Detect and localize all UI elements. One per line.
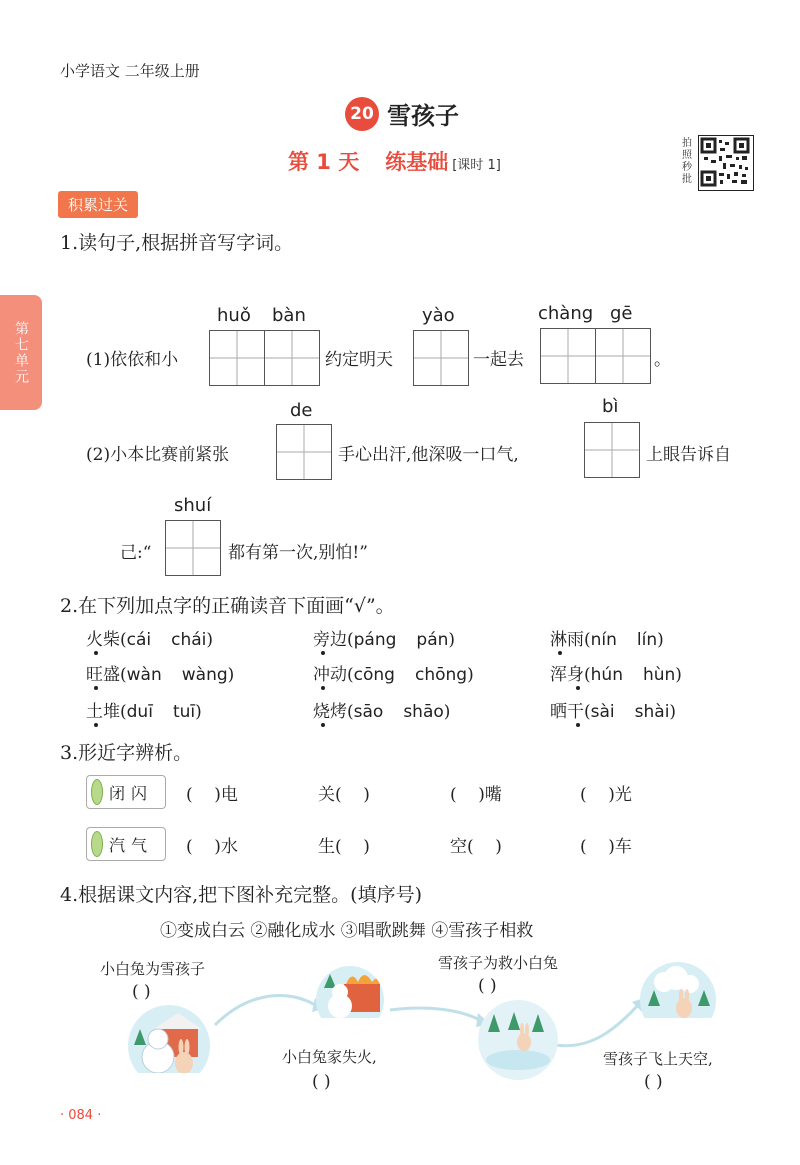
emphasis-dot [94, 686, 98, 690]
unit-side-tab-label: 第七单元 [13, 320, 29, 385]
page-number: · 084 · [60, 1108, 102, 1123]
pronunciation-item: 晒干(sài shài) [550, 702, 677, 722]
caption-3-blank[interactable]: ( ) [478, 976, 497, 996]
pinyin-ge: gē [610, 303, 633, 324]
reading-option-a[interactable]: nín [590, 630, 617, 650]
sentence-3-part-2: 都有第一次,别怕!” [228, 543, 368, 563]
question-3-title: 3.形近字辨析。 [60, 742, 193, 764]
reading-option-a[interactable]: cái [126, 630, 152, 650]
item-word: 旺盛 [86, 665, 120, 685]
caption-4: 雪孩子飞上天空, [603, 1050, 713, 1068]
item-word: 淋雨 [550, 630, 584, 650]
reading-option-b[interactable]: shāo [403, 702, 444, 722]
sentence-1-part-4: 。 [654, 350, 671, 370]
fill-blank-item[interactable]: 空( ) [450, 837, 502, 857]
pinyin-bi: bì [602, 396, 619, 417]
pinyin-yao: yào [422, 305, 455, 326]
question-4-title: 4.根据课文内容,把下图补充完整。(填序号) [60, 884, 422, 906]
char-pair-label: 闭闪 [109, 783, 154, 803]
sentence-1-part-2: 约定明天 [325, 350, 393, 370]
reading-option-a[interactable]: wàn [126, 665, 162, 685]
pronunciation-item: 淋雨(nín lín) [550, 630, 664, 650]
pinyin-huo: huǒ [217, 305, 251, 326]
pronunciation-item: 冲动(cōng chōng) [313, 665, 474, 685]
item-word: 烧烤 [313, 702, 347, 722]
reading-option-b[interactable]: hùn [642, 665, 676, 685]
item-word: 土堆 [86, 702, 120, 722]
emphasis-dot [576, 686, 580, 690]
caption-2: 小白兔家失火, [282, 1048, 377, 1066]
reading-option-b[interactable]: pán [416, 630, 449, 650]
fill-blank-item[interactable]: ( )水 [186, 837, 238, 857]
emphasis-dot [576, 723, 580, 727]
pinyin-ban: bàn [272, 305, 306, 326]
day-topic: 练基础 [385, 150, 449, 174]
book-header: 小学语文 二年级上册 [60, 62, 200, 80]
reading-option-a[interactable]: páng [353, 630, 397, 650]
writing-box-yao[interactable] [413, 330, 469, 386]
fill-blank-item[interactable]: ( )嘴 [450, 785, 502, 805]
sentence-2-part-3: 上眼告诉自 [646, 445, 731, 465]
item-word: 浑身 [550, 665, 584, 685]
char-pair-box [86, 827, 166, 861]
leaf-icon [91, 779, 103, 805]
writing-box-shui[interactable] [165, 520, 221, 576]
emphasis-dot [558, 651, 562, 655]
reading-option-b[interactable]: shài [634, 702, 670, 722]
fill-blank-item[interactable]: 生( ) [318, 837, 370, 857]
reading-option-a[interactable]: duī [126, 702, 153, 722]
unit-side-tab [0, 295, 42, 410]
sentence-3-part-1: 己:“ [120, 543, 152, 563]
caption-1: 小白兔为雪孩子 [100, 960, 206, 978]
item-word: 火柴 [86, 630, 120, 650]
caption-3: 雪孩子为救小白兔 [438, 954, 559, 972]
char-pair-label: 汽气 [109, 835, 154, 855]
choice-options: ①变成白云 ②融化成水 ③唱歌跳舞 ④雪孩子相救 [160, 921, 534, 941]
fill-blank-item[interactable]: 关( ) [318, 785, 370, 805]
reading-option-a[interactable]: sāo [353, 702, 384, 722]
caption-4-blank[interactable]: ( ) [644, 1072, 663, 1092]
fill-blank-item[interactable]: ( )车 [580, 837, 632, 857]
writing-box-huo[interactable] [209, 330, 265, 386]
pronunciation-item: 浑身(hún hùn) [550, 665, 682, 685]
reading-option-a[interactable]: sài [590, 702, 615, 722]
picture-melted-water [478, 1000, 558, 1080]
pinyin-chang: chàng [538, 303, 594, 324]
caption-1-blank[interactable]: ( ) [132, 982, 151, 1002]
writing-box-bi[interactable] [584, 422, 640, 478]
reading-option-b[interactable]: tuī [172, 702, 196, 722]
section-tag: 积累过关 [58, 191, 138, 218]
sentence-2-part-1: (2)小本比赛前紧张 [86, 445, 230, 465]
emphasis-dot [321, 686, 325, 690]
lesson-number-badge: 20 [345, 97, 379, 131]
question-2-title: 2.在下列加点字的正确读音下面画“√”。 [60, 595, 395, 617]
writing-box-chang[interactable] [540, 328, 596, 384]
pronunciation-item: 烧烤(sāo shāo) [313, 702, 451, 722]
picture-cloud-sky [640, 962, 716, 1038]
writing-box-ge[interactable] [595, 328, 651, 384]
lesson-period: [课时 1] [452, 158, 501, 173]
sentence-2-part-2: 手心出汗,他深吸一口气, [338, 445, 519, 465]
lesson-title-text: 雪孩子 [387, 102, 459, 130]
sentence-1-part-1: (1)依依和小 [86, 350, 179, 370]
char-pair-box [86, 775, 166, 809]
pinyin-shui: shuí [174, 495, 212, 516]
reading-option-b[interactable]: chái [171, 630, 207, 650]
day-heading [288, 146, 501, 176]
qr-code[interactable] [698, 135, 754, 191]
qr-label: 拍照秒批 [682, 138, 692, 185]
emphasis-dot [94, 651, 98, 655]
item-word: 旁边 [313, 630, 347, 650]
emphasis-dot [321, 651, 325, 655]
sentence-1-part-3: 一起去 [473, 350, 524, 370]
pronunciation-item: 火柴(cái chái) [86, 630, 214, 650]
lesson-title [345, 96, 459, 131]
pronunciation-item: 旺盛(wàn wàng) [86, 665, 235, 685]
fill-blank-item[interactable]: ( )电 [186, 785, 238, 805]
leaf-icon [91, 831, 103, 857]
reading-option-a[interactable]: hún [590, 665, 623, 685]
writing-box-de[interactable] [276, 424, 332, 480]
emphasis-dot [321, 723, 325, 727]
reading-option-a[interactable]: cōng [353, 665, 395, 685]
pronunciation-item: 旁边(páng pán) [313, 630, 456, 650]
question-1-title: 1.读句子,根据拼音写字词。 [60, 232, 294, 254]
pinyin-de: de [290, 400, 313, 421]
reading-option-b[interactable]: wàng [181, 665, 228, 685]
fill-blank-item[interactable]: ( )光 [580, 785, 632, 805]
reading-option-b[interactable]: chōng [414, 665, 468, 685]
emphasis-dot [94, 723, 98, 727]
caption-2-blank[interactable]: ( ) [312, 1072, 331, 1092]
reading-option-b[interactable]: lín [636, 630, 658, 650]
item-word: 冲动 [313, 665, 347, 685]
day-label: 第 1 天 [288, 150, 360, 174]
pronunciation-item: 土堆(duī tuī) [86, 702, 202, 722]
picture-snow-child-rabbit [128, 1005, 210, 1087]
writing-box-ban[interactable] [264, 330, 320, 386]
item-word: 晒干 [550, 702, 584, 722]
picture-house-on-fire [316, 966, 384, 1034]
